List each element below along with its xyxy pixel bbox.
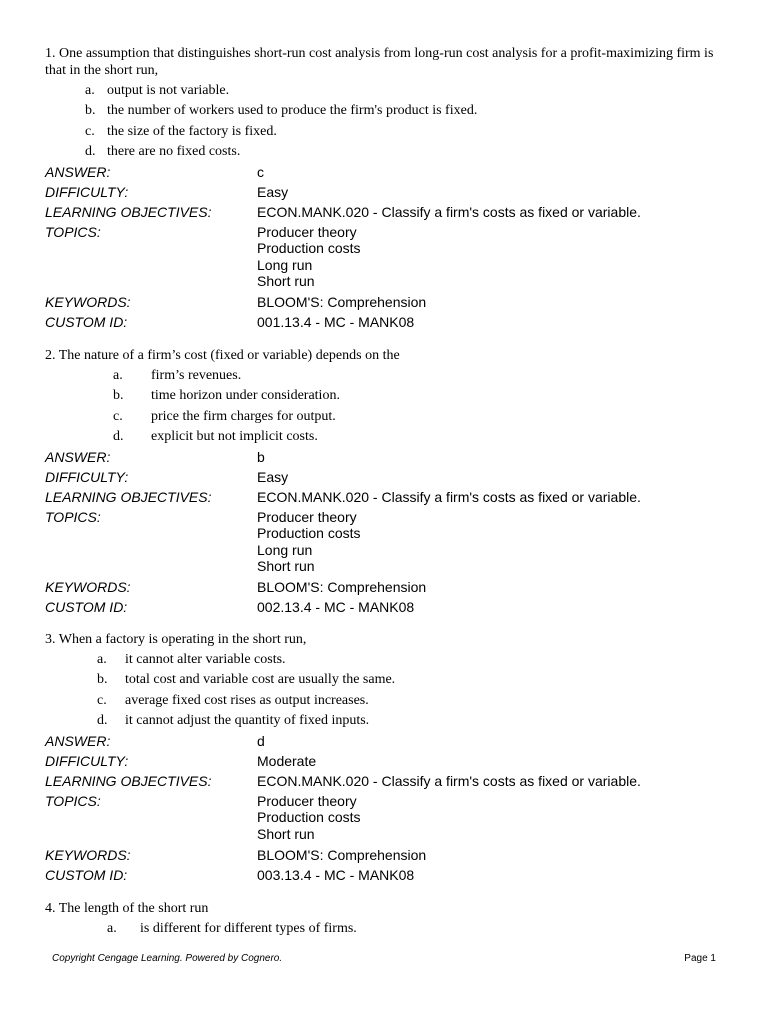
topic-item: Producer theory bbox=[257, 793, 357, 810]
custom-id-row bbox=[45, 312, 725, 332]
page-number: Page 1 bbox=[684, 953, 716, 964]
choice-list bbox=[45, 919, 725, 939]
answer-value: c bbox=[257, 164, 264, 181]
topics-row bbox=[45, 222, 725, 289]
choice-letter: a. bbox=[85, 83, 95, 98]
choice-item bbox=[45, 142, 725, 162]
page-footer bbox=[52, 953, 716, 964]
difficulty-value: Easy bbox=[257, 184, 289, 201]
choice-letter: c. bbox=[97, 692, 107, 708]
difficulty-label: DIFFICULTY: bbox=[45, 753, 129, 770]
choice-item bbox=[45, 691, 725, 711]
choice-item bbox=[45, 101, 725, 121]
keywords-value: BLOOM'S: Comprehension bbox=[257, 579, 427, 596]
topics-row bbox=[45, 791, 725, 842]
choice-letter: d. bbox=[85, 143, 96, 159]
keywords-value: BLOOM'S: Comprehension bbox=[257, 294, 427, 311]
choice-item bbox=[45, 81, 725, 101]
choice-text: output is not variable. bbox=[107, 83, 230, 98]
keywords-label: KEYWORDS: bbox=[45, 294, 131, 311]
choice-text: price the firm charges for output. bbox=[151, 408, 336, 424]
learning-objectives-row bbox=[45, 771, 725, 791]
learning-objectives-label: LEARNING OBJECTIVES: bbox=[45, 773, 212, 790]
question-stem: 4. The length of the short run bbox=[45, 901, 209, 916]
topics-label: TOPICS: bbox=[45, 793, 101, 810]
learning-objectives-label: LEARNING OBJECTIVES: bbox=[45, 489, 212, 506]
question-metadata bbox=[45, 447, 725, 617]
answer-label: ANSWER: bbox=[45, 449, 111, 466]
custom-id-value: 003.13.4 - MC - MANK08 bbox=[257, 867, 415, 884]
question-4 bbox=[45, 900, 725, 939]
choice-text: time horizon under consideration. bbox=[151, 388, 340, 404]
difficulty-value: Easy bbox=[257, 469, 289, 486]
choice-list bbox=[45, 81, 725, 162]
question-metadata bbox=[45, 162, 725, 332]
learning-objectives-value: ECON.MANK.020 - Classify a firm's costs as fixed or variable. bbox=[257, 773, 641, 790]
answer-row bbox=[45, 162, 725, 182]
keywords-row bbox=[45, 845, 725, 865]
difficulty-label: DIFFICULTY: bbox=[45, 469, 129, 486]
choice-text: average fixed cost rises as output increases. bbox=[125, 692, 369, 708]
choice-item bbox=[45, 650, 725, 670]
choice-text: explicit but not implicit costs. bbox=[151, 428, 318, 444]
choice-text: it cannot alter variable costs. bbox=[125, 652, 286, 667]
answer-label: ANSWER: bbox=[45, 733, 111, 750]
learning-objectives-row bbox=[45, 202, 725, 222]
choice-item bbox=[45, 711, 725, 731]
topic-item: Producer theory bbox=[257, 224, 357, 241]
copyright-text: Copyright Cengage Learning. Powered by Cognero. bbox=[52, 953, 283, 964]
choice-item bbox=[45, 919, 725, 939]
choice-letter: b. bbox=[113, 388, 124, 404]
choice-list bbox=[45, 366, 725, 447]
topic-item: Short run bbox=[257, 558, 315, 575]
choice-item bbox=[45, 427, 725, 447]
custom-id-label: CUSTOM ID: bbox=[45, 314, 128, 331]
choice-text: the number of workers used to produce the firm's product is fixed. bbox=[107, 103, 478, 119]
custom-id-value: 002.13.4 - MC - MANK08 bbox=[257, 599, 415, 616]
question-stem: 1. One assumption that distinguishes short-run cost analysis from long-run cost analysis for a profit-maximizing firm is that in the short run, bbox=[45, 46, 714, 78]
choice-letter: a. bbox=[113, 368, 123, 383]
answer-row bbox=[45, 731, 725, 751]
question-2 bbox=[45, 347, 725, 617]
difficulty-value: Moderate bbox=[257, 753, 317, 770]
difficulty-row bbox=[45, 182, 725, 202]
topic-item: Short run bbox=[257, 273, 315, 290]
choice-item bbox=[45, 366, 725, 386]
keywords-label: KEYWORDS: bbox=[45, 579, 131, 596]
choice-letter: c. bbox=[85, 123, 95, 139]
topics-value bbox=[257, 509, 725, 574]
choice-item bbox=[45, 407, 725, 427]
choice-letter: d. bbox=[97, 712, 108, 728]
question-stem: 2. The nature of a firm’s cost (fixed or variable) depends on the bbox=[45, 348, 400, 363]
choice-text: firm’s revenues. bbox=[151, 368, 242, 383]
choice-letter: b. bbox=[85, 103, 96, 119]
custom-id-label: CUSTOM ID: bbox=[45, 867, 128, 884]
topic-item: Production costs bbox=[257, 525, 361, 542]
learning-objectives-label: LEARNING OBJECTIVES: bbox=[45, 204, 212, 221]
custom-id-row bbox=[45, 597, 725, 617]
choice-list bbox=[45, 650, 725, 731]
choice-item bbox=[45, 386, 725, 406]
choice-item bbox=[45, 122, 725, 142]
learning-objectives-row bbox=[45, 487, 725, 507]
answer-label: ANSWER: bbox=[45, 164, 111, 181]
keywords-row bbox=[45, 577, 725, 597]
choice-text: the size of the factory is fixed. bbox=[107, 123, 277, 139]
topics-row bbox=[45, 507, 725, 574]
custom-id-row bbox=[45, 865, 725, 885]
difficulty-label: DIFFICULTY: bbox=[45, 184, 129, 201]
topic-item: Long run bbox=[257, 541, 313, 558]
difficulty-row bbox=[45, 751, 725, 771]
keywords-value: BLOOM'S: Comprehension bbox=[257, 847, 427, 864]
topic-item: Long run bbox=[257, 256, 313, 273]
choice-letter: b. bbox=[97, 672, 108, 688]
question-stem: 3. When a factory is operating in the short run, bbox=[45, 632, 307, 647]
choice-text: it cannot adjust the quantity of fixed inputs. bbox=[125, 712, 370, 728]
answer-value: b bbox=[257, 449, 265, 466]
topic-item: Production costs bbox=[257, 240, 361, 257]
topics-label: TOPICS: bbox=[45, 509, 101, 526]
keywords-label: KEYWORDS: bbox=[45, 847, 131, 864]
topic-item: Producer theory bbox=[257, 509, 357, 526]
choice-letter: d. bbox=[113, 428, 124, 444]
question-3 bbox=[45, 631, 725, 885]
answer-row bbox=[45, 447, 725, 467]
question-1 bbox=[45, 45, 725, 332]
question-metadata bbox=[45, 731, 725, 885]
choice-text: is different for different types of firms. bbox=[140, 921, 357, 936]
topic-item: Short run bbox=[257, 825, 315, 842]
choice-item bbox=[45, 670, 725, 690]
choice-letter: a. bbox=[107, 921, 117, 936]
choice-letter: a. bbox=[97, 652, 107, 667]
custom-id-value: 001.13.4 - MC - MANK08 bbox=[257, 314, 415, 331]
topic-item: Production costs bbox=[257, 809, 361, 826]
difficulty-row bbox=[45, 467, 725, 487]
topics-label: TOPICS: bbox=[45, 224, 101, 241]
custom-id-label: CUSTOM ID: bbox=[45, 599, 128, 616]
topics-value bbox=[257, 793, 725, 842]
topics-value bbox=[257, 224, 725, 289]
choice-text: there are no fixed costs. bbox=[107, 143, 241, 159]
choice-letter: c. bbox=[113, 408, 123, 424]
learning-objectives-value: ECON.MANK.020 - Classify a firm's costs as fixed or variable. bbox=[257, 489, 641, 506]
learning-objectives-value: ECON.MANK.020 - Classify a firm's costs as fixed or variable. bbox=[257, 204, 641, 221]
answer-value: d bbox=[257, 733, 265, 750]
keywords-row bbox=[45, 292, 725, 312]
choice-text: total cost and variable cost are usually the same. bbox=[125, 672, 396, 688]
